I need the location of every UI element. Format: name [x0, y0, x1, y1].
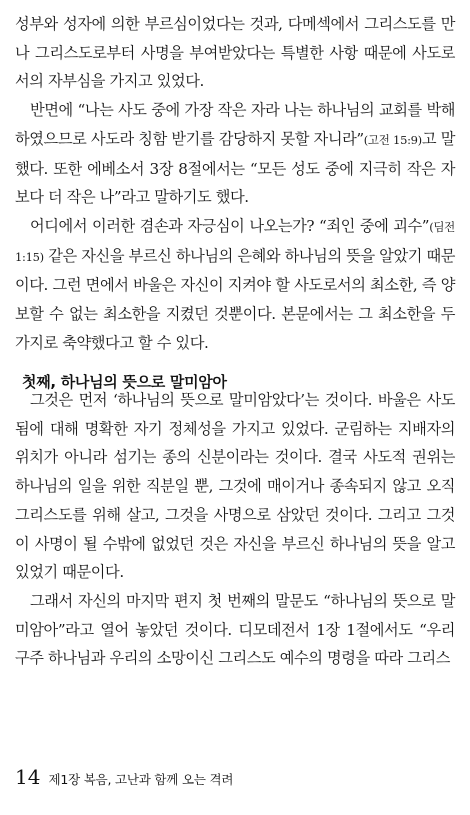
body-text-bottom — [15, 386, 455, 673]
paragraph-text: 그래서 자신의 마지막 편지 첫 번째의 말문도 “하나님의 뜻으로 말미암아”라고 열어 놓았던 것이다. 디모데전서 1장 1절에서도 “우리 구주 하나님과 우리의 소망이신 그리스도 예수의 명령을 따라 그리스 — [15, 591, 455, 668]
page-number: 14 — [15, 765, 41, 789]
paragraph — [15, 96, 455, 212]
paragraph — [15, 212, 455, 358]
running-title: 제1장 복음, 고난과 함께 오는 격려 — [48, 772, 234, 787]
section-heading: 첫째, 하나님의 뜻으로 말미암아 — [22, 373, 227, 391]
paragraph — [15, 587, 455, 673]
paragraph-text: 같은 자신을 부르신 하나님의 은혜와 하나님의 뜻을 알았기 때문이다. 그런 면에서 바울은 자신이 지켜야 할 사도로서의 최소한, 즉 양보할 수 없는 최소한을 지켰던 것뿐이다. 본문에서는 그 최소한을 두 가지로 축약했다고 할 수 있다. — [15, 246, 455, 352]
paragraph-text: 반면에 “나는 사도 중에 가장 작은 자라 나는 하나님의 교회를 박해하였으므로 사도라 칭함 받기를 감당하지 못할 자니라” — [15, 101, 455, 148]
paragraph — [15, 10, 455, 96]
paragraph — [15, 386, 455, 587]
paragraph-text: 어디에서 이러한 겸손과 자긍심이 나오는가? “죄인 중에 괴수” — [30, 216, 430, 235]
bible-reference: (딤전 1:15) — [15, 219, 455, 264]
paragraph-text: 성부와 성자에 의한 부르심이었다는 것과, 다메섹에서 그리스도를 만나 그리스도로부터 사명을 부여받았다는 특별한 사항 때문에 사도로서의 자부심을 가지고 있었다. — [15, 15, 455, 91]
bible-reference: (고전 15:9) — [363, 132, 422, 147]
page-footer — [15, 765, 233, 789]
paragraph-text: 고 말했다. 또한 에베소서 3장 8절에서는 “모든 성도 중에 지극히 작은 자보다 더 작은 나”라고 말하기도 했다. — [15, 129, 455, 207]
paragraph-text: 그것은 먼저 ‘하나님의 뜻으로 말미암았다’는 것이다. 바울은 사도됨에 대해 명확한 자기 정체성을 가지고 있었다. 군림하는 지배자의 위치가 아니라 섬기는 종의 신분이라는 것이다. 결국 사도적 권위는 하나님의 일을 위한 직분일 뿐, 그것에 매이거나 종속되지 않고 오직 그리스도를 위해 살고, 그것을 사명으로 삼았던 것이다. 그리고 그것이 사명이 될 수밖에 없었던 것은 자신을 부르신 하나님의 뜻을 알고 있었기 때문이다. — [15, 391, 455, 582]
body-text-top — [15, 10, 455, 357]
